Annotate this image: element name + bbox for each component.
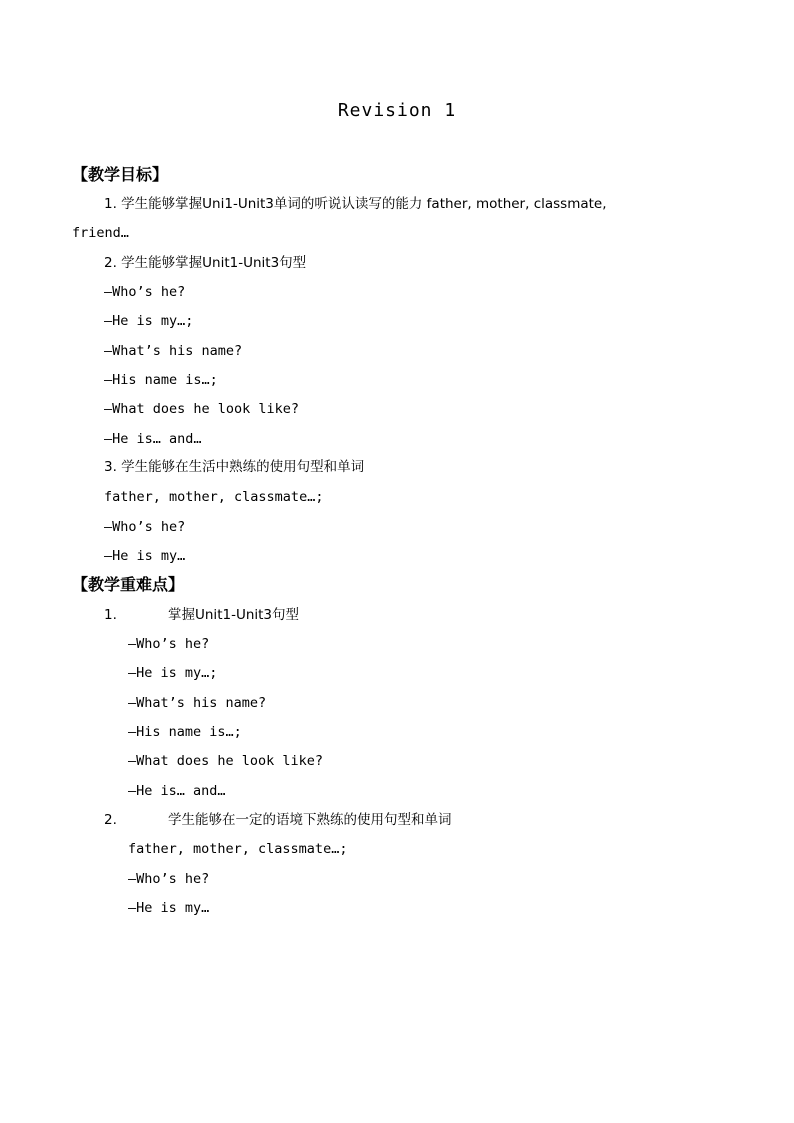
sentence-line: —What’s his name? [104,343,243,359]
key-point-text: 掌握Unit1-Unit3句型 [168,607,300,623]
page-title: Revision 1 [337,100,457,121]
sentence-line: —His name is…; [104,372,218,388]
section-heading-teaching-objectives: 【教学目标】 [72,165,169,184]
sentence-line: —He is my… [128,900,210,916]
section-heading-key-difficult-points: 【教学重难点】 [72,575,185,594]
objective-item-1-continuation: friend… [72,225,129,241]
list-number: 1. [104,607,117,623]
word-line: father, mother, classmate…; [104,489,324,505]
key-point-text: 学生能够在一定的语境下熟练的使用句型和单词 [168,812,452,828]
sentence-line: —His name is…; [128,724,242,740]
sentence-line: —Who’s he? [128,636,210,652]
list-number: 2. [104,812,117,828]
sentence-line: —He is… and… [104,431,202,447]
sentence-line: —He is… and… [128,783,226,799]
objective-item-1: 1. 学生能够掌握Uni1-Unit3单词的听说认读写的能力 father, mother, classmate, [104,196,607,212]
key-point-item-2 [104,811,452,829]
objective-item-3: 3. 学生能够在生活中熟练的使用句型和单词 [104,459,365,475]
sentence-line: —What’s his name? [128,695,267,711]
sentence-line: —He is my…; [104,313,194,329]
sentence-line: —What does he look like? [128,753,324,769]
sentence-line: —Who’s he? [104,284,186,300]
sentence-line: —What does he look like? [104,401,300,417]
word-line: father, mother, classmate…; [128,841,348,857]
key-point-item-1 [104,606,299,624]
sentence-line: —He is my…; [128,665,218,681]
sentence-line: —Who’s he? [104,519,186,535]
objective-item-2: 2. 学生能够掌握Unit1-Unit3句型 [104,255,307,271]
sentence-line: —He is my… [104,548,186,564]
sentence-line: —Who’s he? [128,871,210,887]
